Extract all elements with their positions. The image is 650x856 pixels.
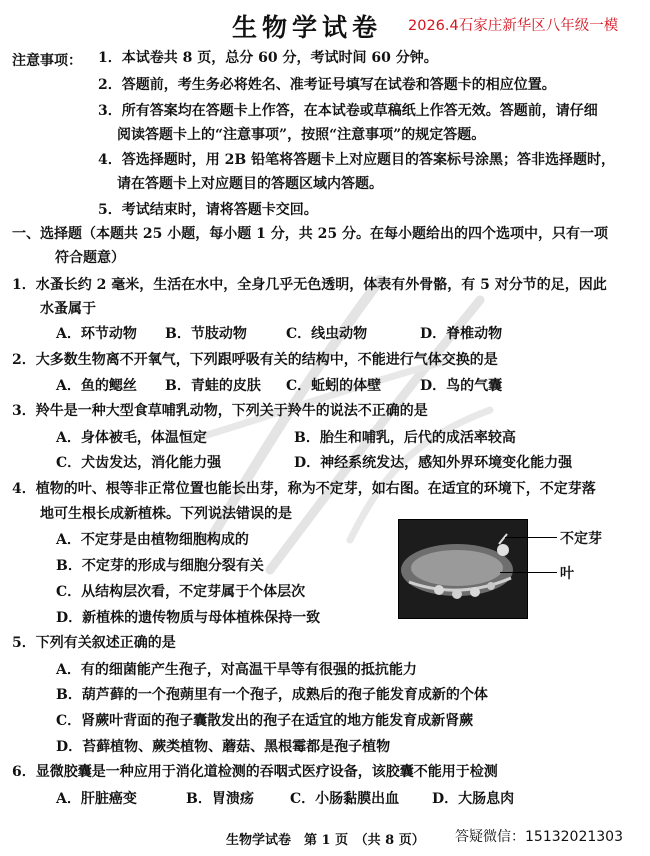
page-footer: 生物学试卷 第 1 页 （共 8 页） [226, 833, 425, 848]
option-a: A．不定芽是由植物细胞构成的 [56, 532, 249, 548]
question-stem: 5．下列有关叙述正确的是 [12, 635, 176, 651]
option-d: D．新植株的遗传物质与母体植株保持一致 [56, 610, 321, 626]
note-line: 5．考试结束时，请将答题卡交回。 [98, 202, 318, 218]
option-a: A．身体被毛，体温恒定 [56, 430, 207, 446]
option-b: B．胎生和哺乳，后代的成活率较高 [294, 430, 516, 446]
option-c: C．线虫动物 [286, 326, 368, 342]
option-c: C．蚯蚓的体壁 [286, 378, 382, 394]
section-heading: 一、选择题（本题共 25 小题，每小题 1 分，共 25 分。在每小题给出的四个选项中，只有一项 [12, 226, 608, 242]
option-d: D．大肠息肉 [432, 791, 515, 807]
contact-info: 答疑微信：15132021303 [455, 829, 623, 845]
option-a: A．肝脏癌变 [56, 791, 137, 807]
option-a: A．环节动物 [56, 326, 137, 342]
option-b: B．节肢动物 [165, 326, 247, 342]
question-stem: 3．羚牛是一种大型食草哺乳动物，下列关于羚牛的说法不正确的是 [12, 403, 428, 419]
question-stem: 2．大多数生物离不开氧气，下列跟呼吸有关的结构中，不能进行气体交换的是 [12, 352, 498, 368]
figure-label-bud: 不定芽 [560, 531, 602, 547]
notes-label: 注意事项： [12, 53, 82, 69]
question-stem: 地可生根长成新植株。下列说法错误的是 [40, 506, 292, 522]
option-d: D．鸟的气囊 [420, 378, 503, 394]
option-d: D．脊椎动物 [420, 326, 503, 342]
adventitious-bud-photo [398, 519, 528, 619]
question-stem: 6．显微胶囊是一种应用于消化道检测的吞咽式医疗设备，该胶囊不能用于检测 [12, 764, 498, 780]
note-line: 2．答题前，考生务必将姓名、准考证号填写在试卷和答题卡的相应位置。 [98, 77, 556, 93]
option-d: D．神经系统发达，感知外界环境变化能力强 [294, 455, 573, 471]
option-c: C．犬齿发达，消化能力强 [56, 455, 222, 471]
note-line: 4．答选择题时，用 2B 铅笔将答题卡上对应题目的答案标号涂黑；答非选择题时， [98, 152, 616, 168]
option-d: D．苔藓植物、蕨类植物、蘑菇、黑根霉都是孢子植物 [56, 739, 391, 755]
option-b: B．胃溃疡 [186, 791, 254, 807]
question-stem: 4．植物的叶、根等非正常位置也能长出芽，称为不定芽，如右图。在适宜的环境下，不定芽落 [12, 481, 596, 497]
question-stem: 水蚤属于 [40, 301, 96, 317]
option-a: A．有的细菌能产生孢子，对高温干旱等有很强的抵抗能力 [56, 662, 417, 678]
option-c: C．从结构层次看，不定芽属于个体层次 [56, 584, 306, 600]
note-line: 请在答题卡上对应题目的答题区域内答题。 [117, 176, 383, 192]
option-b: B．不定芽的形成与细胞分裂有关 [56, 558, 264, 574]
option-c: C．小肠黏膜出血 [290, 791, 400, 807]
note-line: 阅读答题卡上的“注意事项”，按照“注意事项”的规定答题。 [117, 127, 486, 143]
option-b: B．青蛙的皮肤 [165, 378, 261, 394]
label-pointer-line [500, 572, 557, 573]
leaf-photo-icon [399, 520, 527, 618]
option-a: A．鱼的鳃丝 [56, 378, 137, 394]
figure-label-leaf: 叶 [560, 566, 574, 582]
option-c: C．肾蕨叶背面的孢子囊散发出的孢子在适宜的地方能发育成新肾蕨 [56, 713, 474, 729]
question-stem: 1．水蚤长约 2 毫米，生活在水中，全身几乎无色透明，体表有外骨骼，有 5 对分节的足，因此 [12, 277, 607, 293]
option-b: B．葫芦藓的一个孢蒴里有一个孢子，成熟后的孢子能发育成新的个体 [56, 687, 488, 703]
section-heading-cont: 符合题意） [55, 250, 125, 266]
note-line: 3．所有答案均在答题卡上作答，在本试卷或草稿纸上作答无效。答题前，请仔细 [98, 103, 598, 119]
note-line: 1．本试卷共 8 页，总分 60 分，考试时间 60 分钟。 [98, 50, 438, 66]
exam-stamp: 2026.4石家庄新华区八年级一模 [408, 18, 619, 34]
page-title: 生物学试卷 [232, 13, 383, 42]
label-pointer-line [505, 537, 557, 538]
